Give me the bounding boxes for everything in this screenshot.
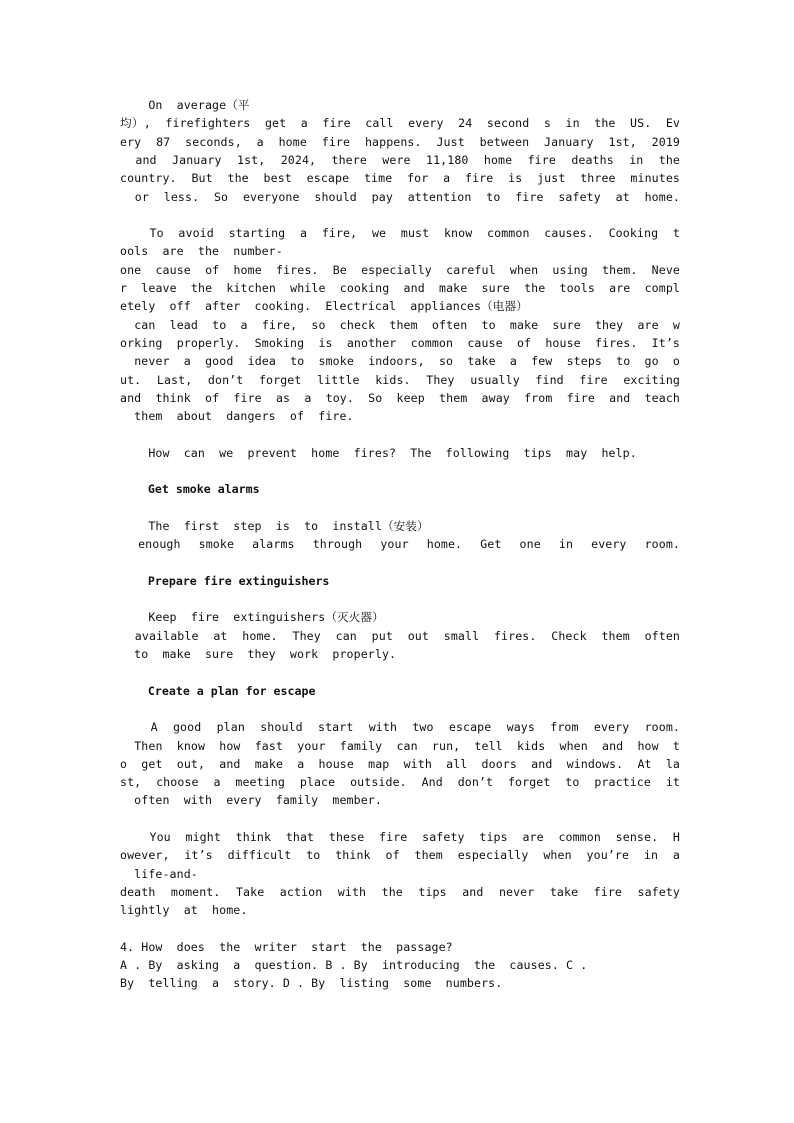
passage-line: and January 1st, 2024, there were 11,180 home fire deaths in the: [120, 152, 680, 167]
section-heading: Prepare fire extinguishers: [120, 573, 330, 588]
passage-line: them about dangers of fire.: [120, 409, 354, 424]
passage-line: life-and-: [120, 866, 198, 881]
passage-line: often with every family member.: [120, 793, 382, 808]
passage-line: available at home. They can put out small fires. Check them often: [120, 628, 680, 643]
passage-line: can lead to a fire, so check them often to make sure they are w: [120, 317, 680, 332]
passage-line: orking properly. Smoking is another common cause of house fires. It’s: [120, 335, 680, 350]
passage-line: A good plan should start with two escape ways from every room.: [120, 720, 680, 735]
passage-line: o get out, and make a house map with all doors and windows. At la: [120, 756, 680, 771]
passage-line: st, choose a meeting place outside. And don’t forget to practice it: [120, 775, 680, 790]
passage-line: r leave the kitchen while cooking and make sure the tools are compl: [120, 281, 680, 295]
passage-line: To avoid starting a fire, we must know common causes. Cooking t: [120, 226, 680, 241]
passage-line: ut. Last, don’t forget little kids. They usually find fire exciting: [120, 372, 680, 387]
passage-line: On average（平: [120, 98, 250, 112]
passage-line: You might think that these fire safety tips are common sense. H: [120, 830, 680, 844]
passage-line: enough smoke alarms through your home. Get one in every room.: [120, 537, 680, 552]
passage-line: lightly at home.: [120, 903, 248, 918]
passage-line: ery 87 seconds, a home fire happens. Just between January 1st, 2019: [120, 134, 680, 149]
passage-line: ools are the number-: [120, 244, 283, 259]
passage-line: to make sure they work properly.: [120, 647, 397, 661]
section-heading: Create a plan for escape: [120, 683, 316, 698]
passage-line: etely off after cooking. Electrical appliances（电器）: [120, 299, 528, 314]
passage-line: owever, it’s difficult to think of them especially when you’re in a: [120, 848, 680, 863]
passage-line: 均）, firefighters get a fire call every 24 second s in the US. Ev: [120, 116, 680, 131]
passage-line: How can we prevent home fires? The following tips may help.: [120, 445, 637, 460]
question-stem: 4. How does the writer start the passage?: [120, 939, 453, 954]
passage-line: The first step is to install（安装）: [120, 518, 429, 533]
passage-line: Then know how fast your family can run, tell kids when and how t: [120, 738, 680, 753]
passage-line: Keep fire extinguishers（灭火器）: [120, 610, 384, 625]
question-options: By telling a story. D . By listing some numbers.: [120, 976, 503, 991]
passage-line: country. But the best escape time for a fire is just three minutes: [120, 171, 680, 186]
passage-line: or less. So everyone should pay attention to fire safety at home.: [120, 189, 680, 204]
section-heading: Get smoke alarms: [120, 482, 260, 497]
question-options: A . By asking a question. B . By introducing the causes. C .: [120, 958, 588, 973]
passage-line: one cause of home fires. Be especially careful when using them. Neve: [120, 262, 680, 277]
passage-line: death moment. Take action with the tips and never take fire safety: [120, 884, 680, 899]
passage-line: never a good idea to smoke indoors, so take a few steps to go o: [120, 354, 680, 369]
passage-line: and think of fire as a toy. So keep them away from fire and teach: [120, 390, 680, 405]
